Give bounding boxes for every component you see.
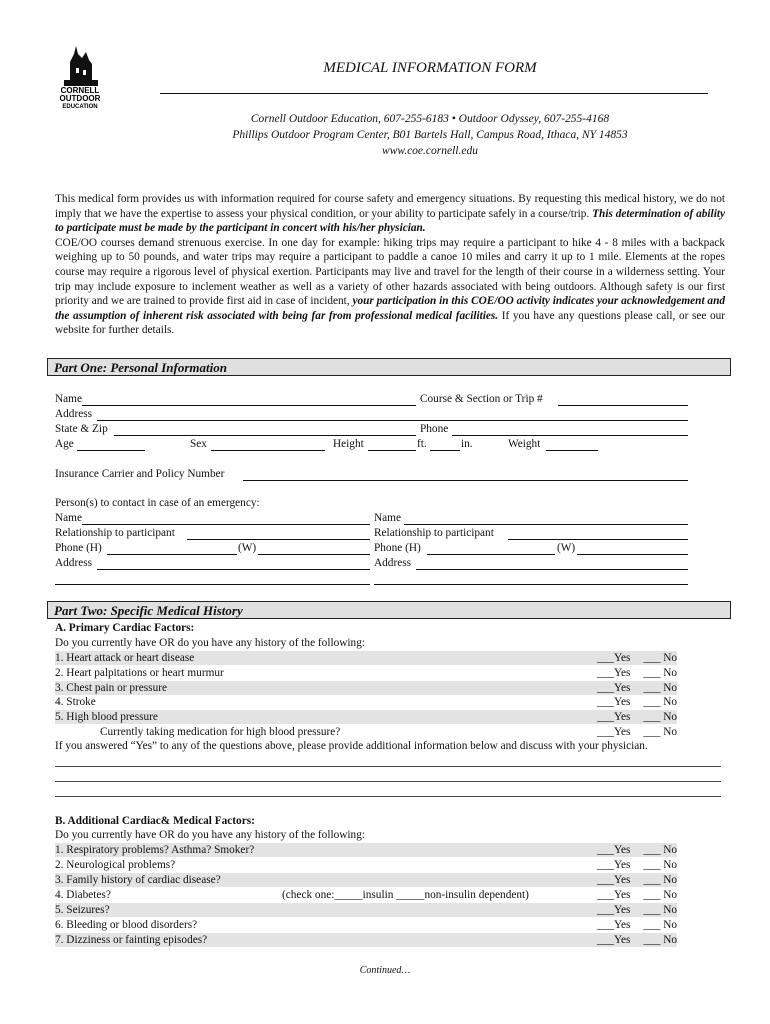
yes-option[interactable]: ___Yes (597, 904, 631, 916)
contact1-relationship-label: Relationship to participant (55, 527, 175, 539)
part-one-header: Part One: Personal Information (47, 358, 731, 376)
contact2-name-label: Name (374, 512, 401, 524)
insurance-label: Insurance Carrier and Policy Number (55, 468, 225, 480)
in-label: in. (461, 438, 473, 450)
yes-option[interactable]: ___Yes (597, 682, 631, 694)
contact1-phone-w-field[interactable] (258, 542, 370, 555)
no-option[interactable]: ___ No (643, 682, 677, 694)
contact2-address-line2[interactable] (374, 572, 688, 585)
list-item: Currently taking medication for high blood pressure? ___Yes ___ No (100, 726, 677, 738)
followup-line-3[interactable] (55, 796, 721, 797)
section-a-followup: If you answered “Yes” to any of the questions above, please provide additional information below and discuss with your physician. (55, 740, 648, 752)
no-option[interactable]: ___ No (643, 859, 677, 871)
yes-option[interactable]: ___Yes (597, 859, 631, 871)
height-in-field[interactable] (430, 438, 460, 451)
no-option[interactable]: ___ No (643, 904, 677, 916)
name-label: Name (55, 393, 82, 405)
contact1-address-line2[interactable] (55, 572, 370, 585)
contact1-name-field[interactable] (82, 512, 370, 525)
ft-label: ft. (417, 438, 427, 450)
yes-option[interactable]: ___Yes (597, 919, 631, 931)
contact2-phone-w-field[interactable] (577, 542, 688, 555)
no-option[interactable]: ___ No (643, 652, 677, 664)
address-field[interactable] (97, 408, 688, 421)
list-item: 5. High blood pressure ___Yes ___ No (55, 711, 677, 723)
contact1-phone-w-label: (W) (238, 542, 257, 554)
contact1-address-label: Address (55, 557, 93, 569)
contact2-address-field[interactable] (416, 557, 688, 570)
svg-text:EDUCATION: EDUCATION (62, 104, 98, 110)
followup-line-2[interactable] (55, 781, 721, 782)
no-option[interactable]: ___ No (643, 726, 677, 738)
yes-option[interactable]: ___Yes (597, 874, 631, 886)
svg-text:CORNELL: CORNELL (60, 86, 100, 95)
svg-text:OUTDOOR: OUTDOOR (59, 94, 101, 103)
section-a-prompt: Do you currently have OR do you have any history of the following: (55, 637, 365, 649)
no-option[interactable]: ___ No (643, 919, 677, 931)
diabetes-type-check[interactable]: (check one:_____insulin _____non-insulin dependent) (282, 889, 529, 901)
list-item: 7. Dizziness or fainting episodes? ___Yes ___ No (55, 934, 677, 946)
yes-option[interactable]: ___Yes (597, 934, 631, 946)
list-item: 2. Neurological problems? ___Yes ___ No (55, 859, 677, 871)
address-label: Address (55, 408, 93, 420)
course-label: Course & Section or Trip # (420, 393, 543, 405)
emergency-contact-label: Person(s) to contact in case of an emergency: (55, 497, 260, 509)
followup-line-1[interactable] (55, 766, 721, 767)
age-field[interactable] (77, 438, 145, 451)
yes-option[interactable]: ___Yes (597, 696, 631, 708)
yes-option[interactable]: ___Yes (597, 844, 631, 856)
yes-option[interactable]: ___Yes (597, 726, 631, 738)
contact1-relationship-field[interactable] (187, 527, 370, 540)
cornell-outdoor-logo (56, 40, 104, 112)
header-address-line: Phillips Outdoor Program Center, B01 Bartels Hall, Campus Road, Ithaca, NY 14853 (232, 129, 628, 141)
list-item: 4. Stroke ___Yes ___ No (55, 696, 677, 708)
form-title: MEDICAL INFORMATION FORM (323, 60, 537, 76)
no-option[interactable]: ___ No (643, 667, 677, 679)
height-label: Height (333, 438, 364, 450)
contact1-phone-h-field[interactable] (107, 542, 237, 555)
list-item: 6. Bleeding or blood disorders? ___Yes ___ No (55, 919, 677, 931)
course-field[interactable] (558, 393, 688, 406)
name-field[interactable] (82, 393, 416, 406)
no-option[interactable]: ___ No (643, 844, 677, 856)
contact2-address-label: Address (374, 557, 412, 569)
contact1-phone-h-label: Phone (H) (55, 542, 102, 554)
yes-option[interactable]: ___Yes (597, 667, 631, 679)
contact1-address-field[interactable] (97, 557, 370, 570)
no-option[interactable]: ___ No (643, 696, 677, 708)
state-zip-field[interactable] (114, 423, 416, 436)
contact2-relationship-label: Relationship to participant (374, 527, 494, 539)
yes-option[interactable]: ___Yes (597, 652, 631, 664)
no-option[interactable]: ___ No (643, 711, 677, 723)
contact2-name-field[interactable] (404, 512, 688, 525)
weight-field[interactable] (546, 438, 598, 451)
section-b-title: B. Additional Cardiac& Medical Factors: (55, 815, 255, 827)
sex-label: Sex (190, 438, 207, 450)
header-contact-line: Cornell Outdoor Education, 607-255-6183 • Outdoor Odyssey, 607-255-4168 (250, 113, 610, 125)
insurance-field[interactable] (243, 468, 688, 481)
sex-field[interactable] (211, 438, 325, 451)
state-zip-label: State & Zip (55, 423, 108, 435)
contact1-name-label: Name (55, 512, 82, 524)
phone-field[interactable] (452, 423, 688, 436)
no-option[interactable]: ___ No (643, 889, 677, 901)
weight-label: Weight (508, 438, 541, 450)
list-item: 3. Chest pain or pressure ___Yes ___ No (55, 682, 677, 694)
list-item: 2. Heart palpitations or heart murmur ___Yes ___ No (55, 667, 677, 679)
contact2-relationship-field[interactable] (508, 527, 688, 540)
yes-option[interactable]: ___Yes (597, 711, 631, 723)
section-b-prompt: Do you currently have OR do you have any history of the following: (55, 829, 365, 841)
yes-option[interactable]: ___Yes (597, 889, 631, 901)
intro-paragraph: This medical form provides us with information required for course safety and emergency situations. By requesting this medical history, we do not imply that we have the expertise to assess your physical condition, or your ability to participate safely in a course/trip. This determination of ability to participate must be made by the participant in concert with his/her physician. COE/OO courses demand strenuous exercise. In one day for example: hiking trips may require a participant to hike 4 - 8 miles with a backpack weighing up to 50 pounds, and water trips may require a participant to paddle a canoe 10 miles and carry it up to 1 mile. Elements at the ropes course may require a rigorous level of physical exertion. Participants may live and travel for the length of their course in a wilderness setting. Your trip may include exposure to inclement weather as well as a variety of other hazards associated with being outdoors. Although safety is our first priority and we are trained to provide first aid in case of incident, your participation in this COE/OO activity indicates your acknowledgement and the assumption of inherent risk associated with being far from professional medical facilities. If you have any questions please call, or see our website for further details. (55, 193, 726, 337)
section-a-title: A. Primary Cardiac Factors: (55, 622, 195, 634)
header-website-line: www.coe.cornell.edu (382, 145, 478, 157)
continued-footer: Continued… (359, 965, 411, 976)
list-item: 1. Heart attack or heart disease ___Yes ___ No (55, 652, 677, 664)
list-item: 5. Seizures? ___Yes ___ No (55, 904, 677, 916)
contact2-phone-h-field[interactable] (427, 542, 555, 555)
part-two-header: Part Two: Specific Medical History (47, 601, 731, 619)
list-item: 1. Respiratory problems? Asthma? Smoker? ___Yes ___ No (55, 844, 677, 856)
no-option[interactable]: ___ No (643, 874, 677, 886)
phone-label: Phone (420, 423, 449, 435)
age-label: Age (55, 438, 74, 450)
height-ft-field[interactable] (368, 438, 416, 451)
list-item: 4. Diabetes? (check one:_____insulin _____non-insulin dependent) ___Yes ___ No (55, 889, 677, 901)
title-rule (160, 93, 708, 94)
no-option[interactable]: ___ No (643, 934, 677, 946)
contact2-phone-w-label: (W) (557, 542, 576, 554)
list-item: 3. Family history of cardiac disease? ___Yes ___ No (55, 874, 677, 886)
contact2-phone-h-label: Phone (H) (374, 542, 421, 554)
